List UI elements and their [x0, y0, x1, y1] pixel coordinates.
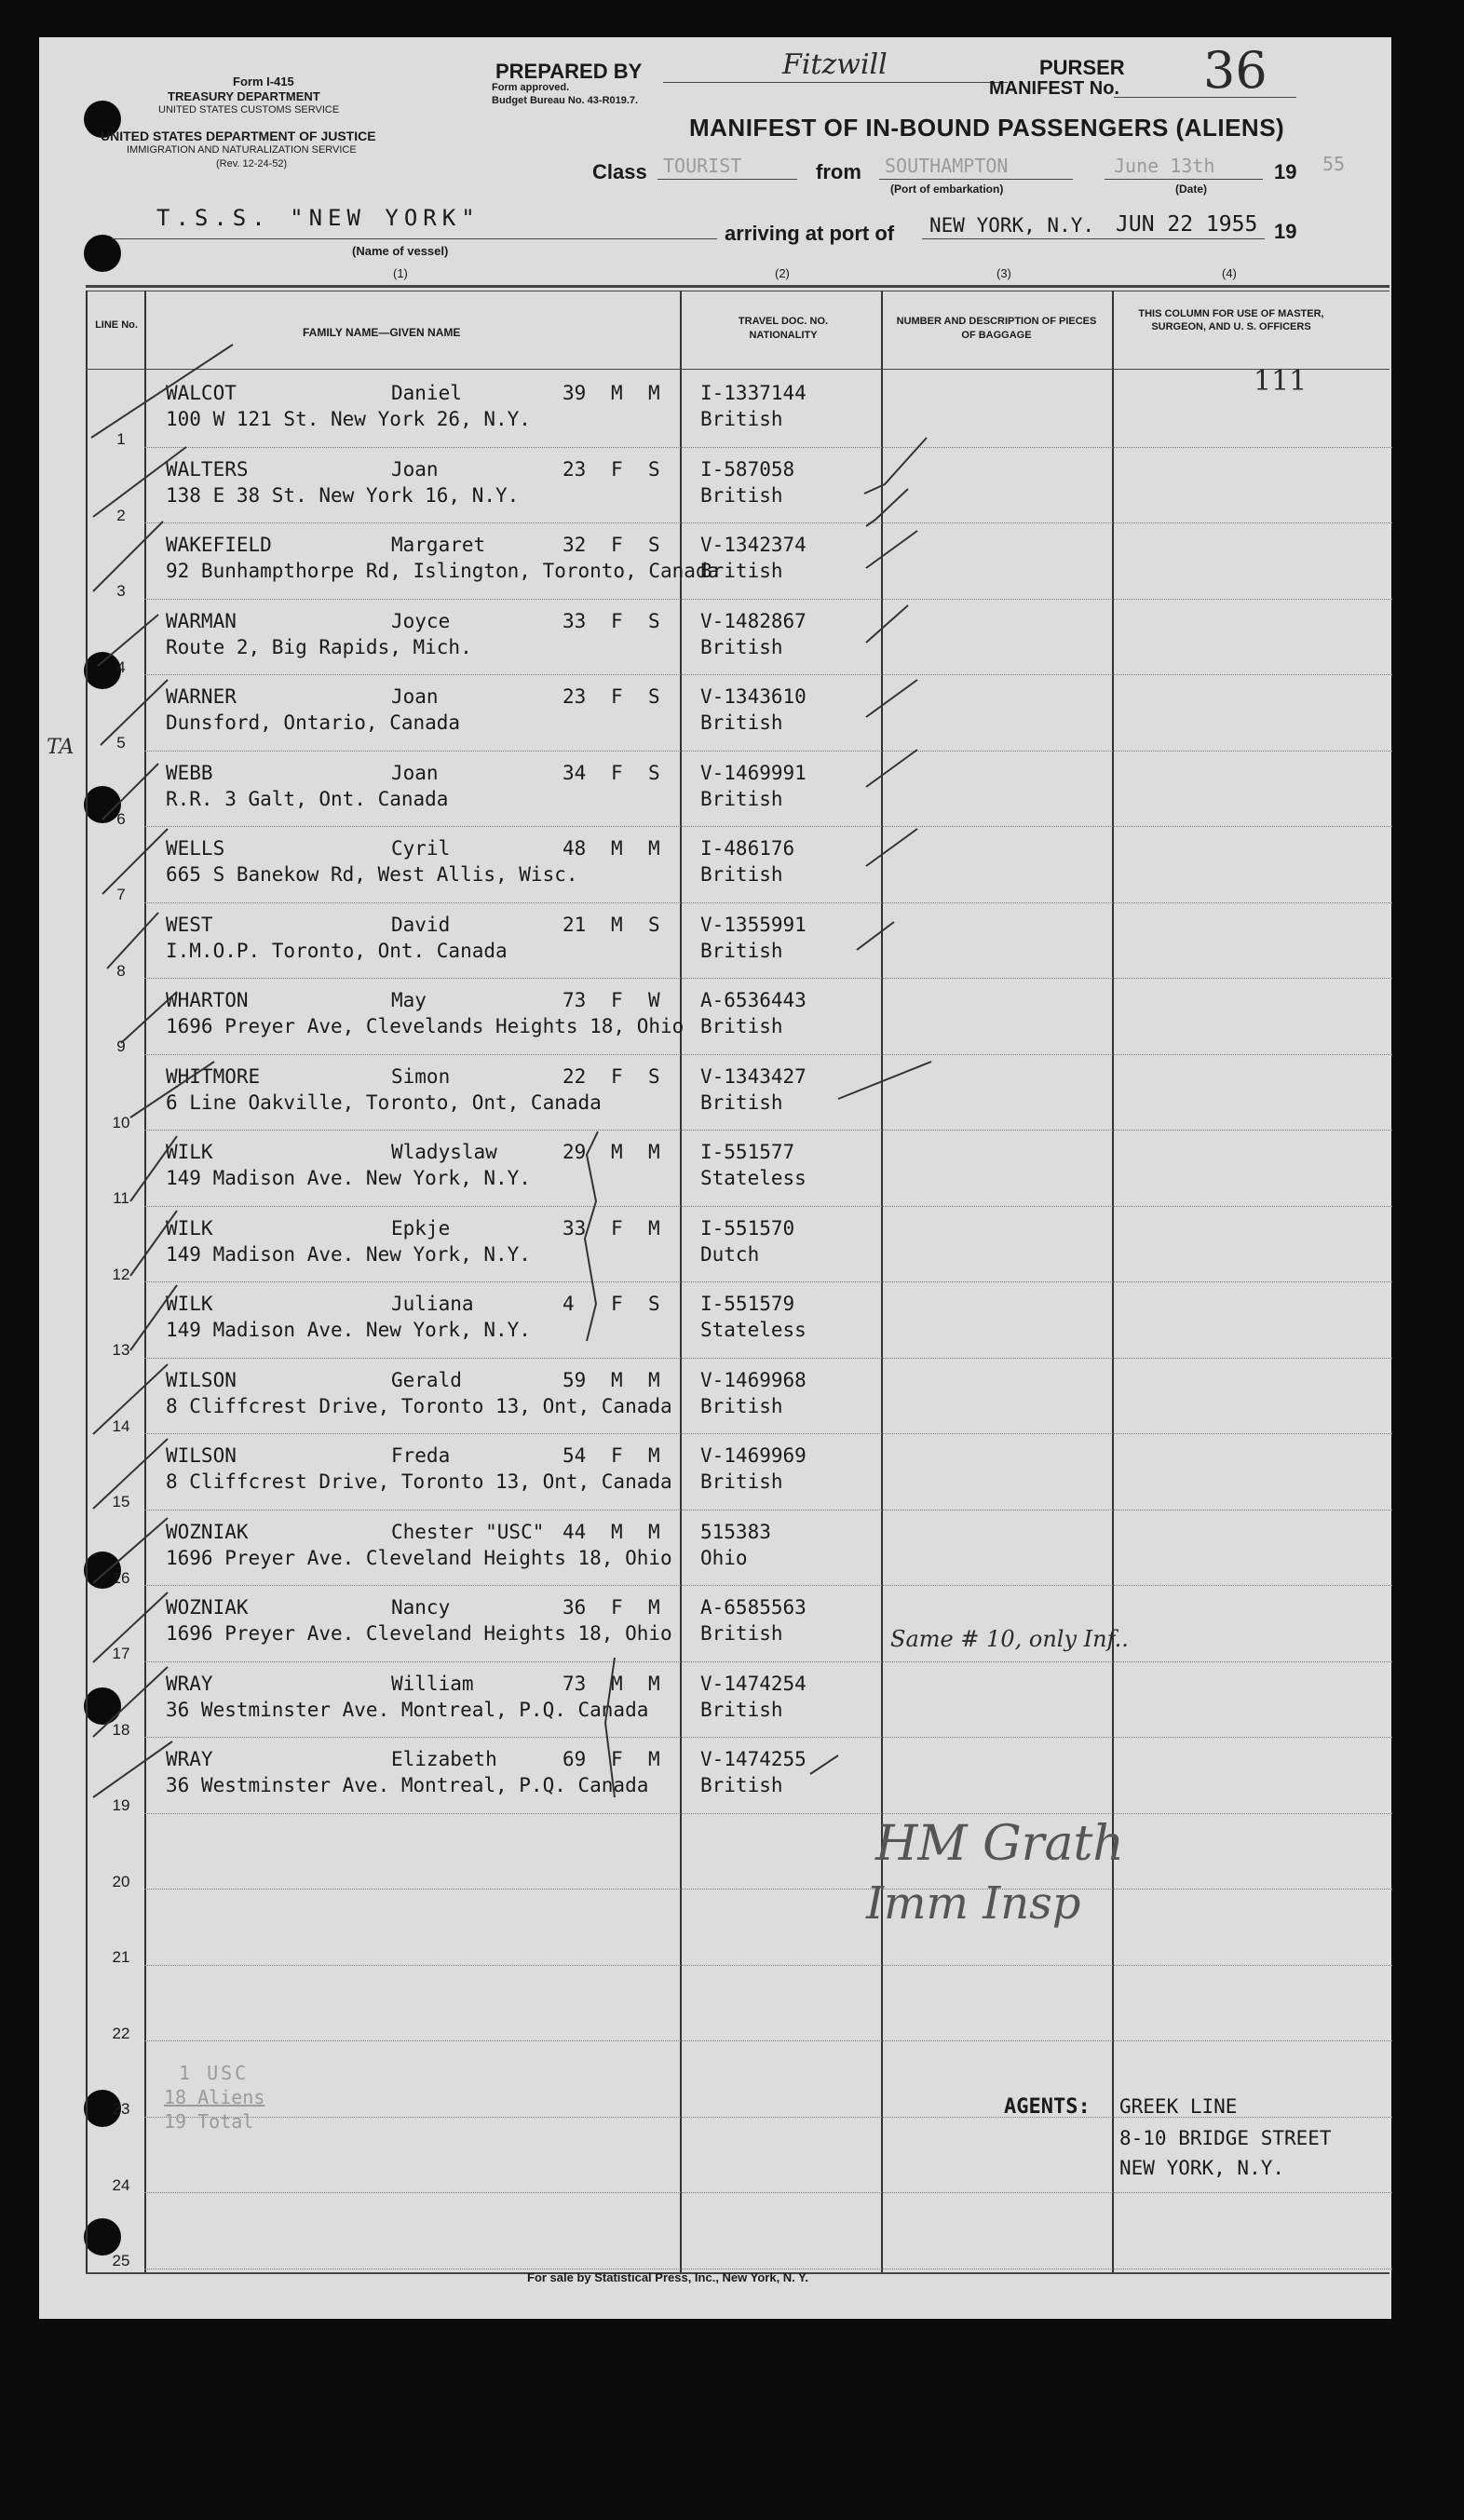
col-header-line-no: LINE No. [95, 319, 138, 331]
row-rule [144, 1206, 1392, 1207]
passenger-family-name: WOZNIAK [166, 1596, 249, 1619]
vessel-label: (Name of vessel) [352, 244, 449, 258]
passenger-age: 33 [563, 609, 587, 632]
total-aliens: 18 Aliens [164, 2086, 265, 2108]
line-number: 20 [112, 1872, 130, 1890]
line-number: 17 [112, 1645, 130, 1662]
passenger-doc-no: I-551570 [700, 1216, 795, 1240]
passenger-age: 48 [563, 837, 587, 860]
passenger-address: 138 E 38 St. New York 16, N.Y. [166, 483, 520, 507]
passenger-nationality: Stateless [700, 1319, 807, 1341]
passenger-nationality: British [700, 939, 783, 962]
passenger-nationality: British [700, 408, 783, 430]
total-usc: 1 USC [179, 2062, 250, 2084]
col-num-4: (4) [1222, 266, 1237, 280]
row-rule [144, 447, 1392, 448]
line-number: 25 [112, 2252, 130, 2269]
officer-note: 111 [1254, 365, 1308, 398]
passenger-marital-status: S [648, 761, 660, 784]
year-prefix: 19 [1274, 160, 1297, 183]
passenger-given-name: Freda [391, 1444, 451, 1467]
passenger-given-name: Joan [391, 457, 439, 481]
arrival-year-prefix: 19 [1274, 220, 1297, 243]
passenger-age: 36 [563, 1596, 587, 1619]
agents-line-1: GREEK LINE [1119, 2095, 1238, 2118]
passenger-marital-status: S [648, 534, 660, 556]
passenger-family-name: WAKEFIELD [166, 534, 272, 556]
row-rule [144, 1737, 1392, 1738]
passenger-nationality: British [700, 711, 783, 734]
passenger-family-name: WALTERS [166, 457, 249, 481]
row-rule [144, 1054, 1392, 1055]
passenger-nationality: British [700, 1394, 783, 1417]
line-number: 12 [112, 1265, 130, 1283]
passenger-sex: F [611, 1748, 623, 1770]
line-number: 16 [112, 1568, 130, 1587]
passenger-nationality: British [700, 1015, 783, 1037]
passenger-doc-no: I-551577 [700, 1141, 795, 1163]
row-rule [144, 2192, 1392, 2193]
passenger-given-name: Elizabeth [391, 1748, 497, 1770]
passenger-family-name: WOZNIAK [166, 1520, 249, 1543]
passenger-address: Route 2, Big Rapids, Mich. [166, 635, 472, 658]
passenger-given-name: Juliana [391, 1293, 474, 1315]
row-rule [144, 1661, 1392, 1662]
passenger-address: 1696 Preyer Ave, Clevelands Heights 18, Ohio [166, 1015, 685, 1037]
passenger-given-name: May [391, 989, 427, 1011]
agents-line-2: 8-10 BRIDGE STREET [1119, 2127, 1332, 2149]
passenger-family-name: WILK [166, 1216, 213, 1240]
passenger-family-name: WRAY [166, 1748, 213, 1770]
col-header-name: FAMILY NAME—GIVEN NAME [303, 326, 461, 339]
passenger-age: 44 [563, 1520, 587, 1543]
immigration-label: IMMIGRATION AND NATURALIZATION SERVICE [127, 144, 357, 156]
passenger-nationality: British [700, 635, 783, 658]
row-rule [144, 902, 1392, 903]
vessel-name: T.S.S. "NEW YORK" [156, 205, 481, 231]
departure-date: June 13th [1114, 155, 1215, 177]
agents-line-3: NEW YORK, N.Y. [1119, 2157, 1285, 2179]
passenger-doc-no: A-6585563 [700, 1596, 807, 1619]
passenger-doc-no: I-551579 [700, 1293, 795, 1315]
manifest-no-label: MANIFEST No. [989, 78, 1119, 99]
from-value: SOUTHAMPTON [885, 155, 1009, 177]
passenger-address: 100 W 121 St. New York 26, N.Y. [166, 408, 531, 430]
treasury-label: TREASURY DEPARTMENT [168, 89, 320, 103]
passenger-nationality: Dutch [700, 1242, 760, 1266]
passenger-sex: F [611, 534, 623, 556]
passenger-marital-status: M [648, 1368, 660, 1391]
passenger-doc-no: V-1343427 [700, 1064, 807, 1088]
passenger-given-name: David [391, 913, 451, 936]
arriving-port: NEW YORK, N.Y. [929, 214, 1095, 237]
prepared-by-line [663, 82, 1008, 83]
passenger-address: I.M.O.P. Toronto, Ont. Canada [166, 939, 508, 962]
passenger-sex: M [611, 913, 623, 936]
footer-printer: For sale by Statistical Press, Inc., New York, N. Y. [527, 2270, 809, 2284]
class-label: Class [592, 160, 647, 183]
punch-hole [84, 2218, 121, 2256]
row-rule [144, 1510, 1392, 1511]
from-line [879, 179, 1073, 180]
passenger-marital-status: S [648, 457, 660, 481]
passenger-family-name: WARMAN [166, 609, 237, 632]
passenger-age: 69 [563, 1748, 587, 1770]
passenger-address: 8 Cliffcrest Drive, Toronto 13, Ont, Canada [166, 1470, 672, 1493]
inspector-signature-title: Imm Insp [866, 1877, 1081, 1930]
passenger-nationality: British [700, 863, 783, 886]
passenger-given-name: Daniel [391, 382, 462, 404]
passenger-marital-status: M [648, 1672, 660, 1695]
row-rule [144, 522, 1392, 523]
passenger-marital-status: S [648, 1064, 660, 1088]
passenger-age: 73 [563, 1672, 587, 1695]
col-divider [144, 291, 146, 2274]
row-rule [144, 1585, 1392, 1586]
passenger-doc-no: V-1343610 [700, 685, 807, 708]
passenger-nationality: British [700, 560, 783, 582]
passenger-doc-no: V-1474254 [700, 1672, 807, 1695]
passenger-age: 34 [563, 761, 587, 784]
passenger-doc-no: I-486176 [700, 837, 795, 860]
from-label: from [816, 160, 861, 183]
passenger-nationality: British [700, 1091, 783, 1114]
prepared-by-label: PREPARED BY [495, 60, 643, 83]
passenger-given-name: Simon [391, 1064, 451, 1088]
class-value: TOURIST [663, 155, 742, 177]
port-embarkation-label: (Port of embarkation) [890, 183, 1004, 196]
line-number: 19 [112, 1796, 130, 1814]
row-rule [144, 978, 1392, 979]
col-divider [881, 291, 883, 2274]
passenger-age: 54 [563, 1444, 587, 1467]
passenger-sex: F [611, 1444, 623, 1467]
line-number: 1 [116, 430, 126, 448]
vessel-line [112, 238, 717, 239]
passenger-given-name: Epkje [391, 1216, 451, 1240]
passenger-age: 29 [563, 1141, 587, 1163]
passenger-address: 6 Line Oakville, Toronto, Ont, Canada [166, 1091, 602, 1114]
passenger-doc-no: I-1337144 [700, 382, 807, 404]
line-number: 5 [116, 734, 126, 752]
passenger-marital-status: S [648, 1293, 660, 1315]
passenger-sex: M [611, 837, 623, 860]
prepared-by-signature: Fitzwill [782, 48, 888, 81]
passenger-address: 92 Bunhampthorpe Rd, Islington, Toronto, Canada [166, 560, 720, 582]
passenger-age: 59 [563, 1368, 587, 1391]
header-bottom-rule [86, 369, 1389, 370]
col-header-travel: TRAVEL DOC. NO. NATIONALITY [738, 316, 829, 341]
passenger-nationality: Stateless [700, 1167, 807, 1189]
passenger-age: 23 [563, 685, 587, 708]
arrival-date: JUN 22 1955 [1116, 212, 1258, 237]
line-number: 14 [112, 1416, 130, 1435]
passenger-given-name: Margaret [391, 534, 486, 556]
purser-label: PURSER [1039, 56, 1125, 79]
table-top-rule [86, 285, 1389, 288]
passenger-age: 73 [563, 989, 587, 1011]
passenger-marital-status: S [648, 685, 660, 708]
margin-note: TA [47, 736, 75, 759]
line-number: 18 [112, 1720, 130, 1739]
line-number: 11 [113, 1189, 129, 1207]
passenger-sex: M [611, 1141, 623, 1163]
line-number: 10 [112, 1113, 130, 1131]
passenger-sex: F [611, 989, 623, 1011]
col-num-3: (3) [996, 266, 1011, 280]
passenger-sex: F [611, 1216, 623, 1240]
passenger-given-name: Cyril [391, 837, 451, 860]
line-number: 22 [112, 2024, 130, 2042]
customs-label: UNITED STATES CUSTOMS SERVICE [158, 104, 340, 115]
passenger-nationality: British [700, 1622, 783, 1645]
arriving-line [922, 238, 1265, 239]
passenger-doc-no: A-6536443 [700, 989, 807, 1011]
passenger-family-name: WILK [166, 1141, 213, 1163]
passenger-given-name: William [391, 1672, 474, 1695]
row-rule [144, 1889, 1392, 1890]
passenger-sex: F [611, 609, 623, 632]
line-number: 13 [112, 1341, 130, 1359]
passenger-doc-no: V-1355991 [700, 913, 807, 936]
row-rule [144, 599, 1392, 600]
col-num-1: (1) [393, 266, 408, 280]
passenger-nationality: British [700, 787, 783, 810]
passenger-address: Dunsford, Ontario, Canada [166, 711, 461, 734]
line-number: 8 [116, 961, 126, 980]
row-rule [144, 1358, 1392, 1359]
line-number: 15 [112, 1493, 130, 1511]
line-number: 6 [116, 809, 126, 828]
passenger-nationality: British [700, 1698, 783, 1721]
passenger-given-name: Joyce [391, 609, 451, 632]
passenger-doc-no: I-587058 [700, 457, 795, 481]
passenger-address: R.R. 3 Galt, Ont. Canada [166, 787, 449, 810]
class-line [657, 179, 797, 180]
passenger-given-name: Joan [391, 685, 439, 708]
passenger-family-name: WELLS [166, 837, 225, 860]
passenger-given-name: Joan [391, 761, 439, 784]
passenger-address: 8 Cliffcrest Drive, Toronto 13, Ont, Canada [166, 1394, 672, 1417]
line-number: 24 [112, 2175, 130, 2194]
passenger-age: 39 [563, 382, 587, 404]
line-number: 7 [116, 886, 126, 903]
row-rule [144, 1281, 1392, 1282]
passenger-sex: M [611, 1368, 623, 1391]
form-number: Form I-415 [233, 75, 294, 88]
passenger-given-name: Wladyslaw [391, 1141, 497, 1163]
agents-label: AGENTS: [1004, 2095, 1091, 2119]
passenger-address: 149 Madison Ave. New York, N.Y. [166, 1167, 531, 1189]
passenger-sex: F [611, 761, 623, 784]
punch-hole [84, 235, 121, 272]
budget-bureau: Budget Bureau No. 43-R019.7. [492, 95, 639, 106]
passenger-sex: F [611, 1596, 623, 1619]
table-left-edge [86, 291, 88, 2274]
passenger-age: 23 [563, 457, 587, 481]
col-divider [1112, 291, 1114, 2274]
passenger-address: 36 Westminster Ave. Montreal, P.Q. Canada [166, 1698, 649, 1721]
date-line [1105, 179, 1263, 180]
passenger-age: 33 [563, 1216, 587, 1240]
row-rule [144, 751, 1392, 752]
manifest-no-line [1114, 97, 1296, 98]
passenger-doc-no: V-1482867 [700, 609, 807, 632]
passenger-family-name: WARNER [166, 685, 237, 708]
row-rule [144, 1813, 1392, 1814]
manifest-title: MANIFEST OF IN-BOUND PASSENGERS (ALIENS) [689, 114, 1285, 142]
passenger-doc-no: V-1342374 [700, 534, 807, 556]
passenger-doc-no: 515383 [700, 1520, 771, 1543]
passenger-sex: M [611, 382, 623, 404]
passenger-given-name: Nancy [391, 1596, 451, 1619]
passenger-nationality: British [700, 1470, 783, 1493]
revision-label: (Rev. 12-24-52) [216, 158, 288, 169]
passenger-marital-status: M [648, 1141, 660, 1163]
passenger-address: 665 S Banekow Rd, West Allis, Wisc. [166, 863, 578, 886]
passenger-sex: F [611, 1064, 623, 1088]
col-divider [680, 291, 682, 2274]
passenger-family-name: WILSON [166, 1368, 237, 1391]
col-header-officers: THIS COLUMN FOR USE OF MASTER, SURGEON, AND U. S. OFFICERS [1138, 308, 1324, 332]
passenger-nationality: British [700, 483, 783, 507]
passenger-sex: M [611, 1520, 623, 1543]
passenger-family-name: WALCOT [166, 382, 237, 404]
passenger-address: 149 Madison Ave. New York, N.Y. [166, 1319, 531, 1341]
row-rule [144, 2040, 1392, 2041]
passenger-nationality: Ohio [700, 1546, 748, 1569]
passenger-family-name: WILSON [166, 1444, 237, 1467]
passenger-family-name: WEST [166, 913, 213, 936]
passenger-age: 22 [563, 1064, 587, 1088]
passenger-address: 1696 Preyer Ave. Cleveland Heights 18, Ohio [166, 1622, 672, 1645]
passenger-sex: F [611, 1293, 623, 1315]
passenger-family-name: WHARTON [166, 989, 249, 1011]
passenger-marital-status: M [648, 1216, 660, 1240]
passenger-sex: F [611, 457, 623, 481]
manifest-number: 36 [1203, 41, 1267, 100]
passenger-marital-status: M [648, 1596, 660, 1619]
passenger-given-name: Chester "USC" [391, 1520, 545, 1543]
row-rule [144, 1433, 1392, 1434]
passenger-sex: M [611, 1672, 623, 1695]
passenger-marital-status: S [648, 913, 660, 936]
row-rule [144, 674, 1392, 675]
passenger-family-name: WHITMORE [166, 1064, 261, 1088]
passenger-marital-status: W [648, 989, 660, 1011]
row-rule [144, 1130, 1392, 1131]
passenger-doc-no: V-1469969 [700, 1444, 807, 1467]
passenger-marital-status: M [648, 1520, 660, 1543]
passenger-family-name: WILK [166, 1293, 213, 1315]
passenger-age: 4 [563, 1293, 575, 1315]
passenger-family-name: WEBB [166, 761, 213, 784]
baggage-note: Same # 10, only Inf.. [890, 1626, 1129, 1652]
passenger-address: 149 Madison Ave. New York, N.Y. [166, 1242, 531, 1266]
col-header-baggage: NUMBER AND DESCRIPTION OF PIECES OF BAGGAGE [896, 316, 1097, 341]
passenger-marital-status: M [648, 837, 660, 860]
date-label: (Date) [1175, 183, 1208, 196]
passenger-address: 36 Westminster Ave. Montreal, P.Q. Canada [166, 1774, 649, 1796]
passenger-marital-status: S [648, 609, 660, 632]
passenger-doc-no: V-1469991 [700, 761, 807, 784]
arriving-label: arriving at port of [725, 222, 895, 245]
passenger-sex: F [611, 685, 623, 708]
form-approved: Form approved. [492, 82, 570, 93]
year-suffix: 55 [1322, 153, 1346, 175]
passenger-age: 21 [563, 913, 587, 936]
line-number: 21 [112, 1948, 130, 1966]
total-count: 19 Total [164, 2110, 254, 2133]
passenger-family-name: WRAY [166, 1672, 213, 1695]
line-number: 23 [112, 2100, 130, 2118]
passenger-doc-no: V-1474255 [700, 1748, 807, 1770]
line-number: 2 [116, 506, 126, 524]
punch-hole [84, 1687, 121, 1725]
line-number: 3 [116, 582, 126, 600]
col-num-2: (2) [775, 266, 790, 280]
passenger-given-name: Gerald [391, 1368, 462, 1391]
passenger-doc-no: V-1469968 [700, 1368, 807, 1391]
justice-label: UNITED STATES DEPARTMENT OF JUSTICE [101, 129, 376, 143]
line-number: 4 [116, 657, 126, 676]
passenger-marital-status: M [648, 1748, 660, 1770]
row-rule [144, 826, 1392, 827]
passenger-age: 32 [563, 534, 587, 556]
inspector-signature-name: HM Grath [875, 1816, 1124, 1872]
passenger-marital-status: M [648, 1444, 660, 1467]
passenger-nationality: British [700, 1774, 783, 1796]
passenger-marital-status: M [648, 382, 660, 404]
line-number: 9 [116, 1037, 126, 1055]
passenger-address: 1696 Preyer Ave. Cleveland Heights 18, Ohio [166, 1546, 672, 1569]
row-rule [144, 1965, 1392, 1966]
